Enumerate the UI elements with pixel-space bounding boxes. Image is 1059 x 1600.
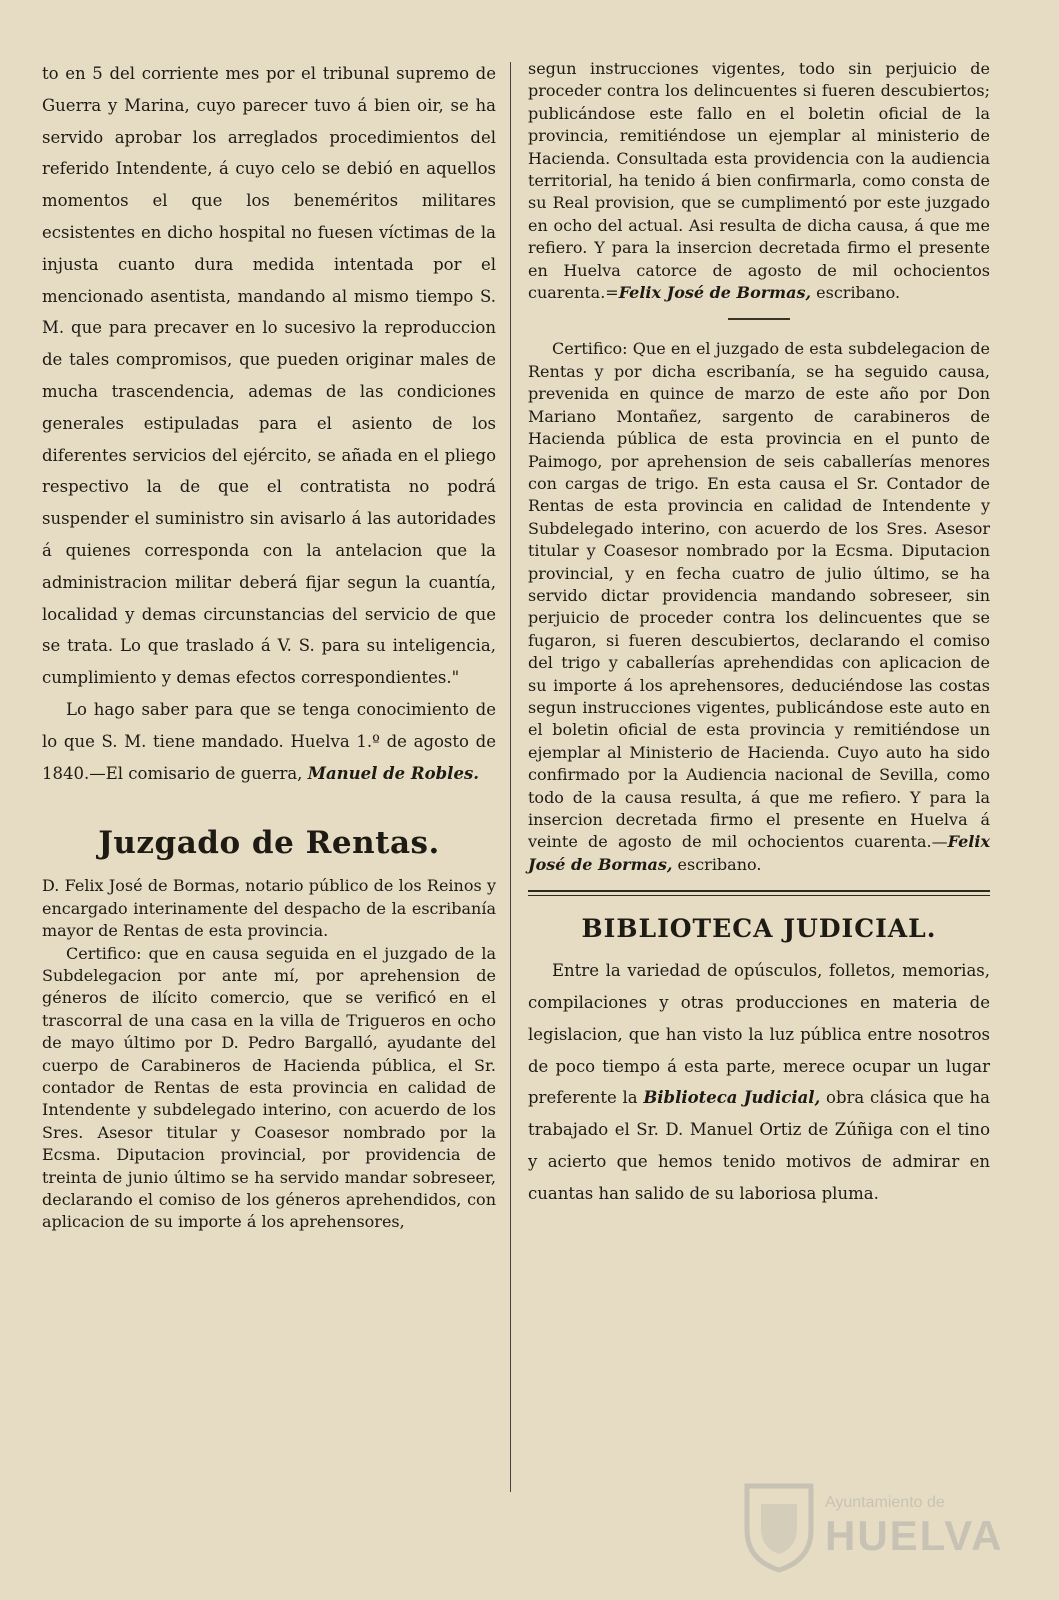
watermark-line-2: HUELVA (825, 1512, 1004, 1559)
right-paragraph-1-text: segun instrucciones vigentes, todo sin perjuicio de proceder contra los delincuentes si fueren descubiertos; publicándose este fallo en el boletin oficial de la provincia, remitiéndose un ejemplar al ministerio de Hacienda. Consultada esta providencia con la audiencia territorial, ha tenido á bien confirmarla, como consta de su Real provision, que se cumplimentó por este juzgado en ocho del actual. Asi resulta de dicha causa, á que me refiero. Y para la insercion decretada firmo el presente en Huelva catorce de agosto de mil ochocientos cuarenta.= (528, 59, 990, 303)
right-paragraph-1-end: escribano. (811, 283, 901, 303)
watermark-line-1: Ayuntamiento de (825, 1494, 945, 1511)
right-paragraph-2-text: Certifico: Que en el juzgado de esta subdelegacion de Rentas y por dicha escribanía, se ha seguido causa, prevenida en quince de marzo de este año por Don Mariano Montañez, sargento de carabineros de Hacienda pública de esta provincia en el punto de Paimogo, por aprehension de seis caballerías menores con cargas de trigo. En esta causa el Sr. Contador de Rentas de esta provincia en calidad de Intendente y Subdelegado interino, con acuerdo de los Sres. Asesor titular y Coasesor nombrado por la Ecsma. Diputacion provincial, y en fecha cuatro de julio último, se ha servido dictar providencia mandando sobreseer, sin perjuicio de proceder contra los delincuentes que se fugaron, si fueren descubiertos, declarando el comiso del trigo y caballerías aprehendidas con aplicacion de su importe á los aprehensores, deduciéndose las costas segun instrucciones vigentes, publicándose este auto en el boletin oficial de esta provincia y remitiéndose un ejemplar al Ministerio de Hacienda. Cuyo auto ha sido confirmado por la Audiencia nacional de Sevilla, como todo de la causa resulta, á que me refiero. Y para la insercion decretada firmo el presente en Huelva á veinte de agosto de mil ochocientos cuarenta.— (528, 339, 990, 852)
column-divider (510, 62, 511, 1492)
right-paragraph-2-end: escribano. (672, 854, 762, 874)
right-column (528, 58, 990, 1210)
watermark (741, 1478, 1004, 1578)
short-divider (728, 318, 790, 320)
section-title-juzgado: Juzgado de Rentas. (98, 825, 440, 862)
signature-robles: Manuel de Robles. (307, 763, 479, 783)
signature-bormas-2: Felix José de Bormas, (528, 832, 990, 874)
coat-of-arms-icon (741, 1478, 817, 1574)
right-paragraph-1 (528, 58, 990, 304)
left-paragraph-2-text: Lo hago saber para que se tenga conocimiento de lo que S. M. tiene mandado. Huelva 1.º de agosto de 1840.—El comisario de guerra, (42, 699, 496, 783)
right-paragraph-3-text-a: Entre la variedad de opúsculos, folletos, memorias, compilaciones y otras producciones en materia de legislacion, que han visto la luz pública entre nosotros de poco tiempo á esta parte, merece ocupar un lugar preferente la (528, 961, 990, 1108)
left-paragraph-1: to en 5 del corriente mes por el tribunal supremo de Guerra y Marina, cuyo parecer tuvo á bien oir, se ha servido aprobar los arreglados procedimientos del referido Intendente, á cuyo celo se debió en aquellos momentos el que los beneméritos militares ecsistentes en dicho hospital no fuesen víctimas de la injusta cuanto dura medida intentada por el mencionado asentista, mandando al mismo tiempo S. M. que para precaver en lo sucesivo la reproduccion de tales compromisos, que pueden originar males de mucha trascendencia, ademas de las condiciones generales estipuladas para el asiento de los diferentes servicios del ejército, se añada en el pliego respectivo la de que el contratista no podrá suspender el suministro sin avisarlo á las autoridades á quienes corresponda con la antelacion que la administracion militar deberá fijar segun la cuantía, localidad y demas circunstancias del servicio de que se trata. Lo que traslado á V. S. para su inteligencia, cumplimiento y demas efectos correspondientes." (42, 64, 496, 688)
double-divider-line-1 (528, 890, 990, 892)
double-divider-line-2 (528, 895, 990, 896)
left-paragraph-3: D. Felix José de Bormas, notario público de los Reinos y encargado interinamente del despacho de la escribanía mayor de Rentas de esta provincia. (42, 876, 496, 941)
left-paragraph-4: Certifico: que en causa seguida en el juzgado de la Subdelegacion por ante mí, por aprehension de géneros de ilícito comercio, que se verificó en el trascorral de una casa en la villa de Trigueros en ocho de mayo último por D. Pedro Bargalló, ayudante del cuerpo de Carabineros de Hacienda pública, el Sr. contador de Rentas de esta provincia en calidad de Intendente y subdelegado interino, con acuerdo de los Sres. Asesor titular y Coasesor nombrado por la Ecsma. Diputacion provincial, por providencia de treinta de junio último se ha servido mandar sobreseer, declarando el comiso de los géneros aprehendidos, con aplicacion de su importe á los aprehensores, (42, 943, 496, 1232)
right-paragraph-3 (528, 955, 990, 1209)
book-title-emphasis: Biblioteca Judicial, (643, 1088, 821, 1108)
signature-bormas-1: Felix José de Bormas, (618, 283, 812, 303)
left-paragraph-2 (42, 694, 496, 789)
left-column (42, 58, 496, 1234)
right-paragraph-3-text-b: obra clásica que ha trabajado el Sr. D. Manuel Ortiz de Zúñiga con el tino y acierto que hemos tenido motivos de admirar en cuantas han salido de su laboriosa pluma. (528, 1088, 990, 1203)
right-paragraph-2 (528, 338, 990, 876)
section-title-biblioteca: BIBLIOTECA JUDICIAL. (581, 914, 937, 944)
double-divider (528, 890, 990, 896)
